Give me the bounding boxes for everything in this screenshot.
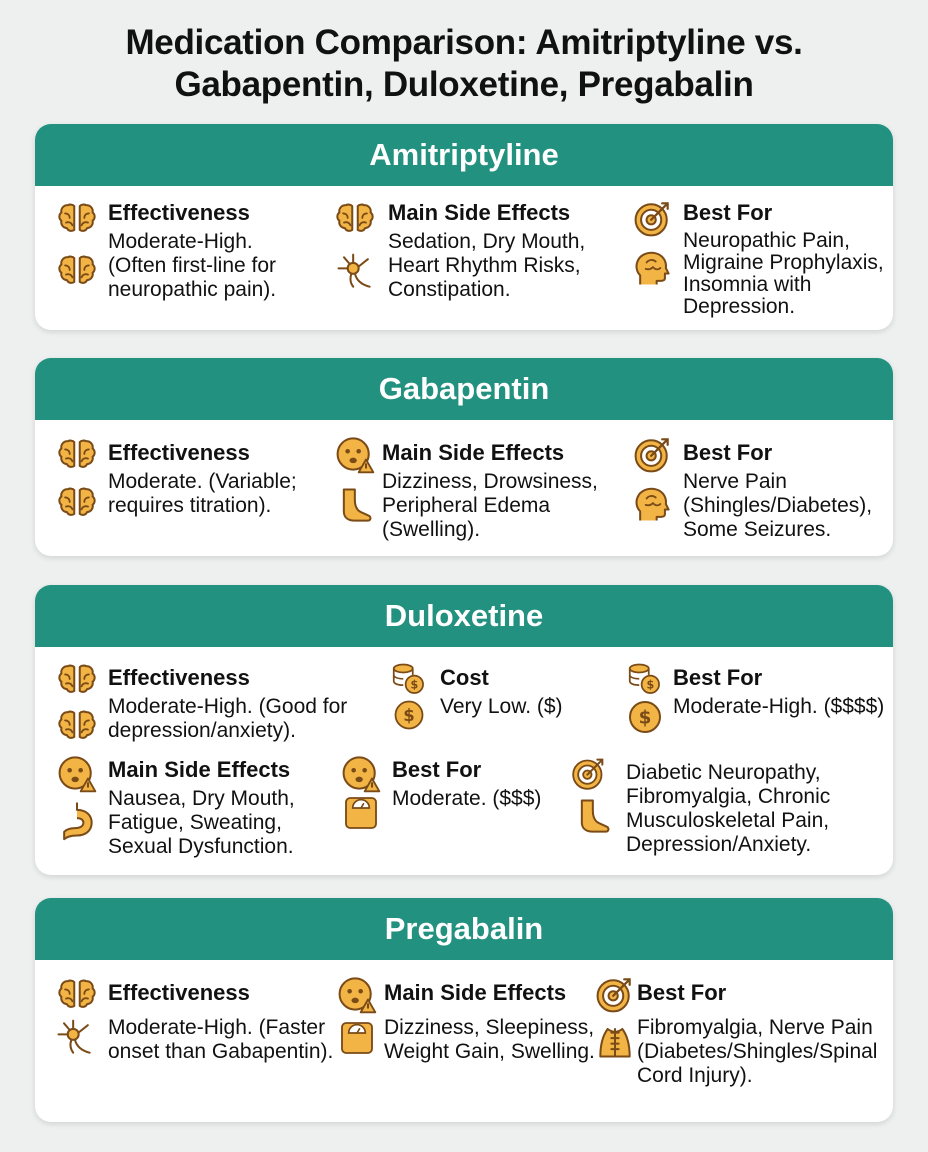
cell-best-for	[637, 980, 889, 1088]
target-icon	[631, 196, 675, 240]
body-line: Musculoskeletal Pain,	[626, 809, 830, 832]
body-line: Moderate-High.	[108, 230, 253, 253]
body-line: onset than Gabapentin).	[108, 1040, 334, 1063]
card-amitriptyline	[35, 124, 893, 330]
card-pregabalin	[35, 898, 893, 1122]
target-icon	[631, 432, 675, 476]
stomach-icon	[55, 797, 99, 841]
foot-lightning-icon	[569, 795, 613, 839]
cell-best-for	[683, 200, 888, 318]
cell-body	[108, 470, 348, 518]
scale-icon	[341, 793, 381, 833]
body-line: Dizziness, Sleepiness,	[384, 1016, 595, 1039]
card-header: Amitriptyline	[35, 124, 893, 186]
body-line: Constipation.	[388, 278, 511, 301]
cell-effectiveness	[108, 200, 358, 302]
brain-growth-icon	[55, 657, 99, 701]
cell-best-for	[673, 665, 888, 719]
cell-title: Best For	[683, 440, 773, 465]
head-lightning-icon	[631, 482, 675, 526]
cell-body	[392, 787, 592, 811]
body-line: (Often first-line for	[108, 254, 277, 277]
card-header: Pregabalin	[35, 898, 893, 960]
cell-body	[388, 230, 638, 302]
card-duloxetine	[35, 585, 893, 875]
body-line: Moderate-High. (Faster	[108, 1016, 326, 1039]
body-line: Diabetic Neuropathy,	[626, 761, 821, 784]
cell-title: Main Side Effects	[388, 200, 571, 225]
svg-text:$: $	[403, 706, 415, 725]
title-line-2: Gabapentin, Duloxetine, Pregabalin	[174, 65, 754, 104]
cell-title: Effectiveness	[108, 665, 250, 690]
cell-effectiveness	[108, 440, 348, 518]
body-line: Dizziness, Drowsiness,	[382, 470, 598, 493]
cell-body	[683, 230, 888, 318]
brain-icon	[55, 248, 99, 292]
body-line: (Shingles/Diabetes),	[683, 494, 873, 517]
cell-body	[108, 695, 408, 743]
card-gabapentin	[35, 358, 893, 556]
cell-title: Best For	[392, 757, 482, 782]
cell-body	[626, 761, 886, 857]
body-line: Migraine Prophylaxis,	[683, 251, 884, 274]
cell-main-side-effects	[388, 200, 638, 302]
card-header: Duloxetine	[35, 585, 893, 647]
body-line: Depression/Anxiety.	[626, 833, 812, 856]
nausea-face-icon	[55, 751, 99, 795]
coin-icon	[391, 697, 427, 733]
cell-title: Effectiveness	[108, 440, 250, 465]
cell-conditions	[626, 761, 886, 857]
cell-title: Best For	[673, 665, 763, 690]
body-line: Some Seizures.	[683, 518, 832, 541]
body-line: Sedation, Dry Mouth,	[388, 230, 586, 253]
dizzy-face-icon	[339, 751, 383, 795]
cell-best-for-cost	[392, 757, 592, 811]
cell-title: Effectiveness	[108, 980, 250, 1005]
body-line: Neuropathic Pain,	[683, 229, 850, 252]
body-line: depression/anxiety).	[108, 719, 296, 742]
body-line: Fibromyalgia, Chronic	[626, 785, 831, 808]
brain-spine-icon	[55, 703, 99, 747]
cell-main-side-effects	[382, 440, 642, 542]
cell-body	[683, 470, 888, 542]
cell-title: Effectiveness	[108, 200, 250, 225]
body-line: (Diabetes/Shingles/Spinal	[637, 1040, 878, 1063]
scale-icon	[337, 1018, 377, 1058]
cell-title: Main Side Effects	[382, 440, 565, 465]
body-line: Moderate. ($$$)	[392, 787, 542, 810]
svg-text:$: $	[638, 707, 652, 729]
head-brain-icon	[631, 246, 675, 290]
cell-effectiveness	[108, 665, 408, 743]
brain-growth-icon	[55, 196, 99, 240]
body-line: requires titration).	[108, 494, 272, 517]
body-line: Nerve Pain	[683, 470, 787, 493]
nerve-clock-icon	[53, 1016, 97, 1060]
target-icon	[593, 972, 637, 1016]
spine-back-icon	[593, 1018, 637, 1062]
body-line: Moderate-High. ($$$$)	[673, 695, 885, 718]
brain-growth-icon	[333, 196, 377, 240]
coin-stack-icon	[625, 697, 665, 737]
cell-title: Cost	[440, 665, 489, 690]
body-line: Peripheral Edema	[382, 494, 551, 517]
body-line: (Swelling).	[382, 518, 481, 541]
brain-spine-icon	[55, 480, 99, 524]
cell-best-for	[683, 440, 888, 542]
body-line: Very Low. ($)	[440, 695, 563, 718]
cell-title: Best For	[637, 980, 727, 1005]
foot-icon	[331, 484, 375, 528]
cell-body	[440, 695, 640, 719]
coins-icon	[389, 659, 427, 697]
svg-text:$: $	[410, 678, 419, 692]
cell-body	[382, 470, 642, 542]
body-line: Moderate. (Variable;	[108, 470, 297, 493]
nerve-icon	[333, 250, 377, 294]
brain-growth-icon	[55, 432, 99, 476]
body-line: Heart Rhythm Risks,	[388, 254, 581, 277]
brain-growth-icon	[55, 972, 99, 1016]
page-title	[0, 22, 928, 106]
svg-text:$: $	[646, 678, 655, 692]
cell-body	[637, 1016, 889, 1088]
target-icon	[569, 753, 609, 793]
cell-body	[673, 695, 888, 719]
body-line: Sexual Dysfunction.	[108, 835, 294, 858]
dizzy-face-icon	[333, 432, 377, 476]
body-line: Fatigue, Sweating,	[108, 811, 282, 834]
dizzy-face-icon	[335, 972, 379, 1016]
body-line: Cord Injury).	[637, 1064, 753, 1087]
cell-title: Main Side Effects	[108, 757, 291, 782]
body-line: neuropathic pain).	[108, 278, 277, 301]
cell-cost	[440, 665, 640, 719]
body-line: Weight Gain, Swelling.	[384, 1040, 595, 1063]
cell-body	[108, 230, 358, 302]
coins-icon	[625, 659, 663, 697]
body-line: Moderate-High. (Good for	[108, 695, 348, 718]
title-line-1: Medication Comparison: Amitriptyline vs.	[125, 23, 803, 62]
body-line: Depression.	[683, 295, 796, 318]
cell-title: Main Side Effects	[384, 980, 567, 1005]
body-line: Nausea, Dry Mouth,	[108, 787, 295, 810]
card-header: Gabapentin	[35, 358, 893, 420]
body-line: Insomnia with	[683, 273, 812, 296]
cell-title: Best For	[683, 200, 773, 225]
body-line: Fibromyalgia, Nerve Pain	[637, 1016, 873, 1039]
